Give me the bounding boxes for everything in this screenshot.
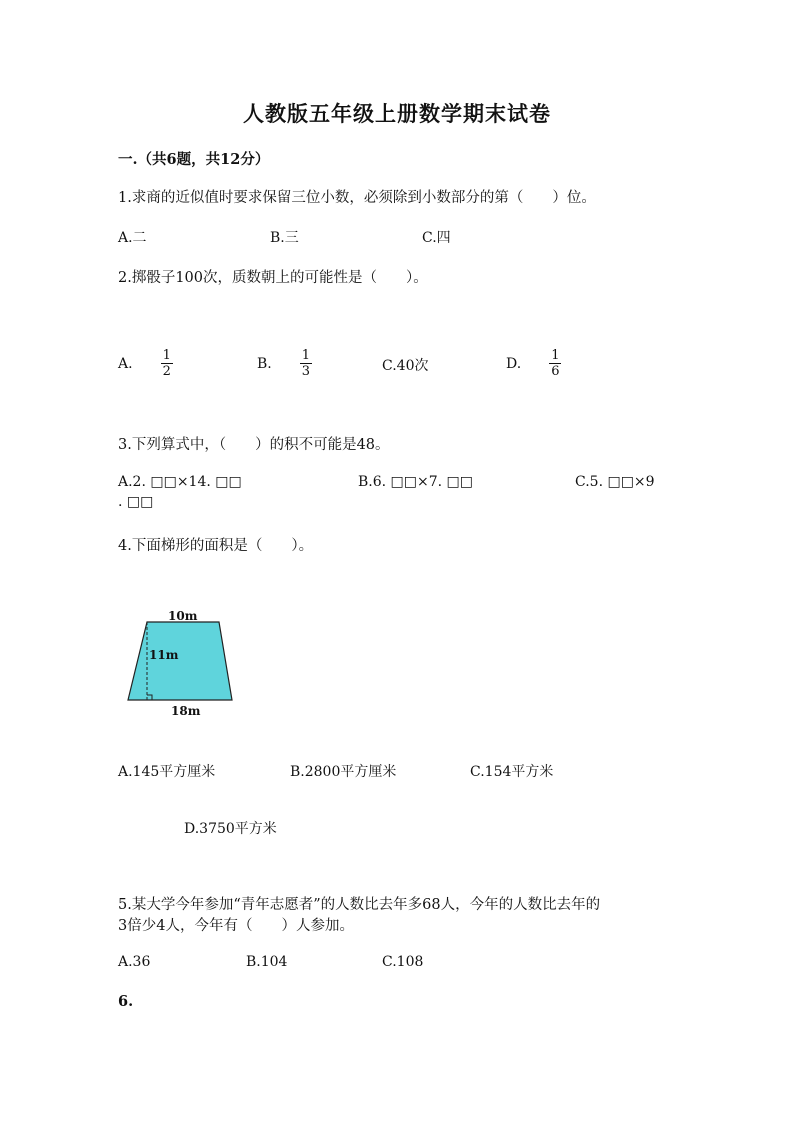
q4-option-a: A.145平方厘米 [118, 764, 216, 780]
trapezoid-figure [122, 604, 240, 720]
q2-option-d-fraction [549, 348, 561, 379]
question-5-line-1: 5.某大学今年参加“青年志愿者”的人数比去年多68人，今年的人数比去年的 [118, 897, 601, 913]
q4-option-d: D.3750平方米 [184, 821, 277, 837]
trapezoid-shape [128, 622, 232, 700]
q2-option-a-fraction [161, 348, 173, 379]
q2-option-d-denominator: 6 [551, 364, 560, 379]
q3-option-b: B.6. □□×7. □□ [358, 474, 473, 490]
q2-option-c: C.40次 [382, 358, 429, 374]
q2-option-b [257, 348, 312, 379]
height-label: 11m [149, 648, 179, 662]
q2-option-b-label: B. [257, 355, 272, 372]
q2-option-d [506, 348, 561, 379]
q1-option-c: C.四 [422, 230, 451, 246]
q2-option-b-numerator: 1 [301, 348, 311, 363]
bottom-base-label: 18m [171, 704, 201, 718]
question-3-text: 3.下列算式中，（ ）的积不可能是48。 [118, 437, 390, 453]
q2-option-a-label: A. [118, 355, 133, 372]
q2-option-a-denominator: 2 [162, 364, 171, 379]
q2-option-a [118, 348, 173, 379]
q4-option-b: B.2800平方厘米 [290, 764, 397, 780]
q4-option-c: C.154平方米 [470, 764, 554, 780]
q3-option-a: A.2. □□×14. □□ [118, 474, 242, 490]
q1-option-a: A.二 [118, 230, 147, 246]
q3-option-c-continued: . □□ [118, 494, 154, 510]
q5-option-b: B.104 [246, 954, 288, 970]
page-title: 人教版五年级上册数学期末试卷 [243, 101, 551, 126]
q1-option-b: B.三 [270, 230, 299, 246]
question-6-text: 6. [118, 993, 134, 1010]
q2-option-a-numerator: 1 [162, 348, 171, 363]
question-1-text: 1.求商的近似值时要求保留三位小数，必须除到小数部分的第（ ）位。 [118, 190, 596, 206]
q2-option-b-denominator: 3 [301, 364, 311, 379]
q5-option-c: C.108 [382, 954, 424, 970]
q2-option-d-label: D. [506, 355, 522, 372]
question-4-text: 4.下面梯形的面积是（ ）。 [118, 538, 314, 554]
q5-option-a: A.36 [118, 954, 151, 970]
question-2-text: 2.掷骰子100次，质数朝上的可能性是（ ）。 [118, 270, 428, 286]
question-5-line-2: 3倍少4人，今年有（ ）人参加。 [118, 918, 354, 934]
top-base-label: 10m [168, 609, 198, 623]
q2-option-d-numerator: 1 [551, 348, 560, 363]
section-heading: 一.（共6题，共12分） [118, 151, 270, 168]
q3-option-c: C.5. □□×9 [575, 474, 655, 490]
q2-option-b-fraction [300, 348, 312, 379]
